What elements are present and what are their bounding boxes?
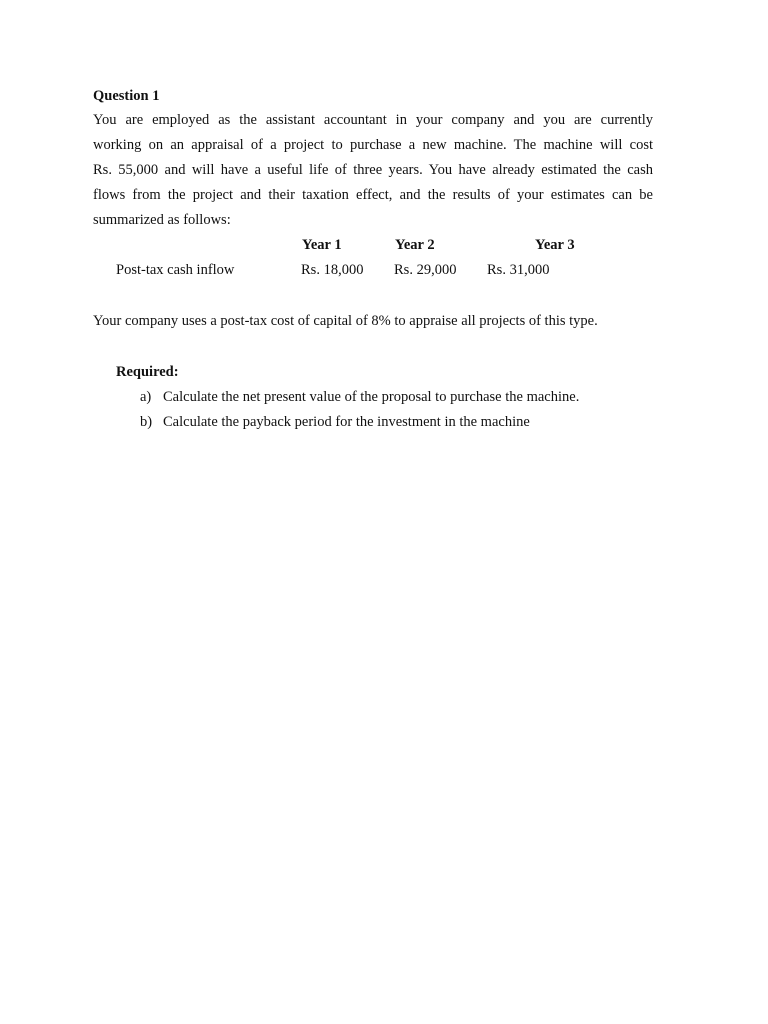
required-item-b-marker: b)	[140, 414, 153, 430]
paragraph-line-5: summarized as follows:	[93, 212, 231, 228]
cost-of-capital-text: Your company uses a post-tax cost of capital of 8% to appraise all projects of this type.	[93, 313, 598, 329]
paragraph-line-3: Rs. 55,000 and will have a useful life of three years. You have already estimated the cash	[93, 162, 653, 178]
table-header-year-1: Year 1	[302, 237, 342, 253]
table-cell-year-2: Rs. 29,000	[394, 262, 457, 278]
required-item-b-text: Calculate the payback period for the investment in the machine	[163, 414, 530, 430]
table-cell-year-1: Rs. 18,000	[301, 262, 364, 278]
paragraph-line-1: You are employed as the assistant accountant in your company and you are currently	[93, 112, 653, 128]
table-header-year-3: Year 3	[535, 237, 575, 253]
paragraph-line-2: working on an appraisal of a project to purchase a new machine. The machine will cost	[93, 137, 653, 153]
paragraph-line-4: flows from the project and their taxation effect, and the results of your estimates can be	[93, 187, 653, 203]
required-item-a-marker: a)	[140, 389, 152, 405]
required-heading: Required:	[116, 364, 179, 380]
required-item-a-text: Calculate the net present value of the proposal to purchase the machine.	[163, 389, 580, 405]
table-cell-year-3: Rs. 31,000	[487, 262, 550, 278]
question-title: Question 1	[93, 88, 160, 104]
table-header-year-2: Year 2	[395, 237, 435, 253]
table-row-label: Post-tax cash inflow	[116, 262, 235, 278]
